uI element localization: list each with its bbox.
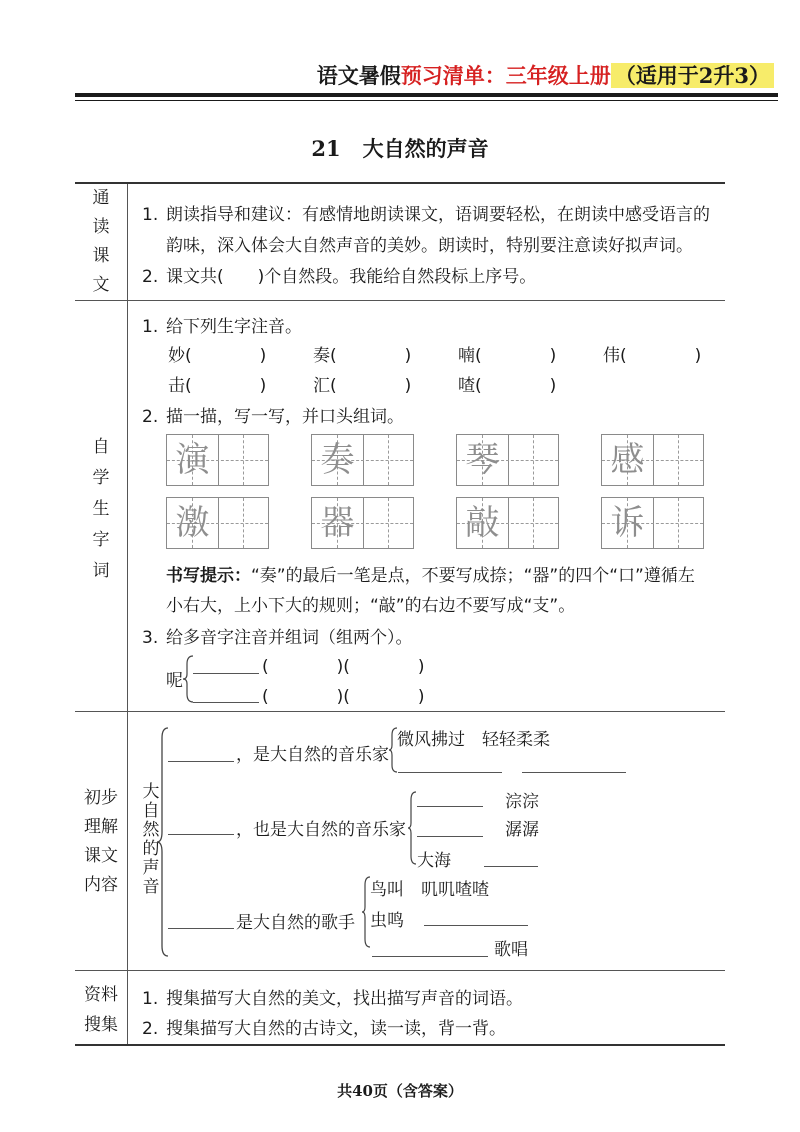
mindmap-branch-2: ，也是大自然的音乐家 <box>236 820 406 840</box>
mindmap-blank[interactable] <box>417 806 483 807</box>
pinyin-item[interactable]: 喳( ) <box>458 376 557 396</box>
polyphone-brace <box>183 654 195 704</box>
materials-item-2: 2. 搜集描写大自然的古诗文，读一读，背一背。 <box>142 1019 506 1039</box>
mindmap-leaf: 淙淙 <box>505 792 539 812</box>
mindmap-blank[interactable] <box>522 772 626 773</box>
header-title-highlight: （适用于2升3） <box>611 63 774 88</box>
writing-hint-cont: 小右大，上小下大的规则；“敲”的右边不要写成“支”。 <box>166 596 576 616</box>
table-top-border <box>75 182 725 184</box>
mindmap-leaf: 歌唱 <box>494 940 528 960</box>
pinyin-item[interactable]: 妙( ) <box>168 346 267 366</box>
mindmap-leaf: 微风拂过 轻轻柔柔 <box>397 730 550 750</box>
mindmap-blank[interactable] <box>398 772 502 773</box>
mindmap-branch-1: ，是大自然的音乐家 <box>236 745 389 765</box>
mindmap-leaf: 鸟叫 叽叽喳喳 <box>370 880 489 900</box>
mindmap-blank[interactable] <box>484 866 538 867</box>
writing-grid[interactable] <box>601 434 704 486</box>
writing-grid[interactable] <box>311 497 414 549</box>
writing-grid[interactable] <box>456 434 559 486</box>
reading-item-2: 2. 课文共( )个自然段。我能给自然段标上序号。 <box>142 267 537 287</box>
characters-item-1: 1. 给下列生字注音。 <box>142 317 302 337</box>
reading-item-1-cont: 韵味，深入体会大自然声音的美妙。朗读时，特别要注意读好拟声词。 <box>166 236 693 256</box>
writing-hint <box>166 561 695 586</box>
trace-character: 感 <box>610 440 645 480</box>
polyphone-word-blanks[interactable]: ( )( ) <box>262 657 425 677</box>
pinyin-item[interactable]: 喃( ) <box>458 346 557 366</box>
header-rule-thick <box>75 93 778 97</box>
table-divider-1 <box>75 300 725 301</box>
reading-item-1: 1. 朗读指导和建议：有感情地朗读课文，语调要轻松，在朗读中感受语言的 <box>142 205 710 225</box>
mindmap-blank[interactable] <box>424 925 528 926</box>
mindmap-branch-3: 是大自然的歌手 <box>236 913 355 933</box>
header-rule-thin <box>75 100 778 101</box>
section-label-characters: 自学生字词 <box>92 437 110 581</box>
page-footer: 共40页（含答案） <box>337 1082 463 1100</box>
section-label-reading: 通读课文 <box>92 188 110 295</box>
writing-hint-label: 书写提示： <box>166 566 251 586</box>
writing-hint-text: “奏”的最后一笔是点，不要写成捺；“器”的四个“口”遵循左 <box>251 566 695 586</box>
polyphone-blank[interactable] <box>193 673 259 674</box>
table-divider-2 <box>75 711 725 712</box>
characters-item-3: 3. 给多音字注音并组词（组两个）。 <box>142 628 413 648</box>
mindmap-blank[interactable] <box>168 761 234 762</box>
trace-character: 敲 <box>465 503 500 543</box>
writing-grid[interactable] <box>311 434 414 486</box>
mindmap-blank[interactable] <box>168 834 234 835</box>
polyphone-word-blanks[interactable]: ( )( ) <box>262 687 425 707</box>
pinyin-item[interactable]: 击( ) <box>168 376 267 396</box>
lesson-title <box>0 133 800 163</box>
materials-item-1: 1. 搜集描写大自然的美文，找出描写声音的词语。 <box>142 989 523 1009</box>
mindmap-blank[interactable] <box>417 836 483 837</box>
pinyin-item[interactable]: 伟( ) <box>603 346 702 366</box>
mindmap-root: 大 自 然 的 声 音 <box>142 782 160 897</box>
table-divider-3 <box>75 970 725 971</box>
trace-character: 琴 <box>465 440 500 480</box>
section-label-materials: 资料 搜集 <box>84 985 118 1035</box>
mindmap-leaf: 虫鸣 <box>370 911 404 931</box>
pinyin-item[interactable]: 汇( ) <box>313 376 412 396</box>
writing-grid[interactable] <box>601 497 704 549</box>
writing-grid[interactable] <box>166 497 269 549</box>
mindmap-leaf: 潺潺 <box>505 820 539 840</box>
polyphone-blank[interactable] <box>193 702 259 703</box>
header-title-part1: 语文暑假 <box>316 63 401 88</box>
writing-grid[interactable] <box>166 434 269 486</box>
mindmap-blank[interactable] <box>372 956 488 957</box>
mindmap-leaf: 大海 <box>417 851 451 871</box>
lesson-name: 大自然的声音 <box>362 136 489 161</box>
writing-grid[interactable] <box>456 497 559 549</box>
pinyin-item[interactable]: 奏( ) <box>313 346 412 366</box>
trace-character: 演 <box>175 440 210 480</box>
lesson-number: 21 <box>311 136 341 161</box>
section-label-understanding: 初步 理解 课文 内容 <box>84 788 118 895</box>
trace-character: 激 <box>175 503 210 543</box>
polyphone-char: 呢 <box>166 671 183 691</box>
header-title-part2: 预习清单：三年级上册 <box>400 63 611 88</box>
table-column-divider <box>127 184 128 1044</box>
table-bottom-border <box>75 1044 725 1046</box>
trace-character: 诉 <box>610 503 645 543</box>
characters-item-2: 2. 描一描，写一写，并口头组词。 <box>142 407 404 427</box>
trace-character: 奏 <box>320 440 355 480</box>
trace-character: 器 <box>320 503 355 543</box>
header-title <box>317 60 774 90</box>
mindmap-blank[interactable] <box>168 928 234 929</box>
